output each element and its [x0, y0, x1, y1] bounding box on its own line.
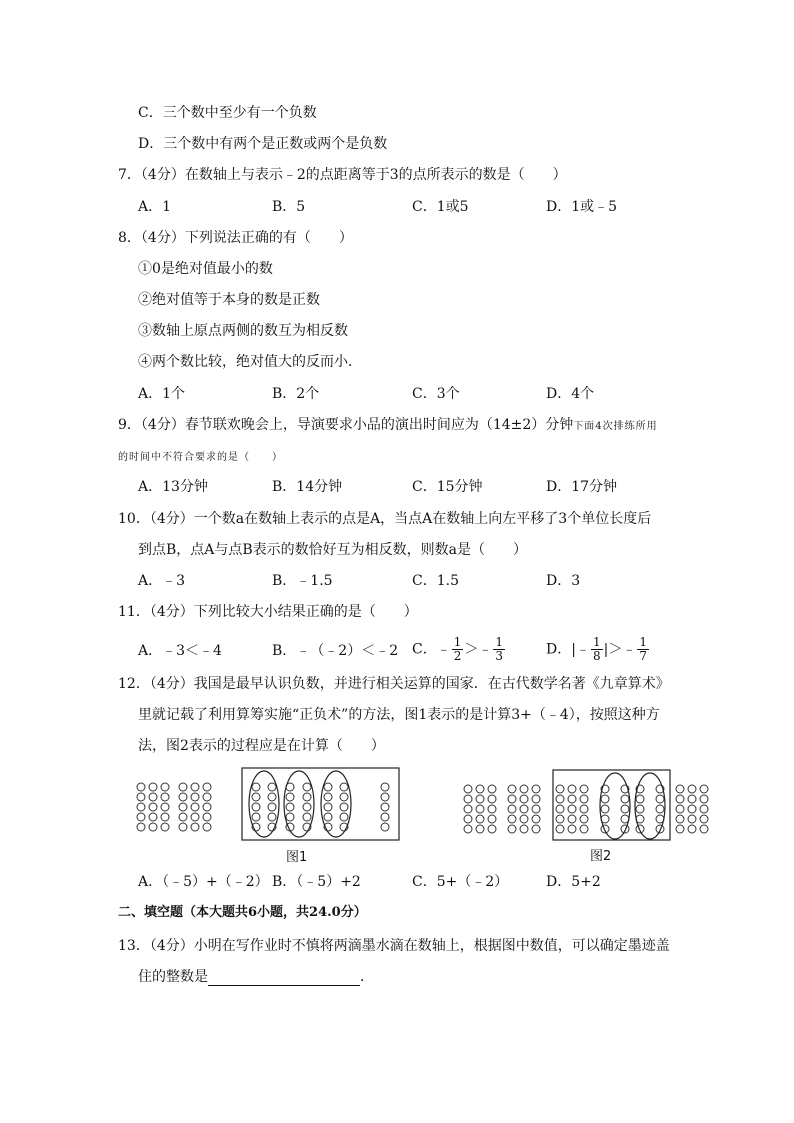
rod-dot [161, 783, 169, 791]
rod-dot [601, 795, 609, 803]
q7-option-c: C．1或5 [412, 199, 469, 215]
rod-dot [149, 823, 157, 831]
rod-dot [203, 823, 211, 831]
rod-dot [161, 803, 169, 811]
rod-dot [556, 795, 564, 803]
rod-dot [179, 793, 187, 801]
q11-stem: 11．（4分）下列比较大小结果正确的是（ ） [118, 604, 418, 620]
q8-option-a: A．1个 [138, 386, 186, 402]
minus-sign: ﹣ [436, 641, 451, 658]
q12-stem-2: 里就记载了利用算筹实施“正负术”的方法，图1表示的是计算3+（﹣4），按照这种方 [138, 707, 660, 723]
rod-dot [149, 803, 157, 811]
rod-dot [203, 803, 211, 811]
rod-dot [191, 813, 199, 821]
rod-dot [520, 795, 528, 803]
fraction-denominator: 3 [495, 649, 503, 663]
rod-dot [676, 795, 684, 803]
rod-dot [520, 825, 528, 833]
rod-dot [252, 783, 260, 791]
figure-frames [242, 768, 670, 840]
rod-dot [700, 795, 708, 803]
rod-dot [268, 803, 276, 811]
rod-dot [149, 783, 157, 791]
rod-dot [179, 803, 187, 811]
q8-stem: 8．（4分）下列说法正确的有（ ） [118, 230, 353, 246]
rod-dot [476, 825, 484, 833]
q8-option-c: C．3个 [412, 386, 460, 402]
rod-dot [656, 795, 664, 803]
figure-2-oval [600, 773, 630, 839]
rod-dot [532, 815, 540, 823]
rod-dot [381, 793, 389, 801]
rod-dot [303, 813, 311, 821]
q8-item-4: ④两个数比较，绝对值大的反而小． [138, 354, 362, 370]
rod-dot [161, 813, 169, 821]
q10-option-b: B．﹣1.5 [272, 573, 333, 589]
rod-dot [556, 825, 564, 833]
q12-option-d: D．5+2 [546, 874, 601, 890]
rod-dot [520, 815, 528, 823]
rod-dot [488, 815, 496, 823]
rod-dot [476, 815, 484, 823]
rod-dot [580, 795, 588, 803]
q9-option-a: A．13分钟 [138, 479, 208, 495]
q11-option-b: B．﹣（﹣2）＜﹣2 [272, 643, 399, 659]
rod-dot [488, 795, 496, 803]
rod-dot [508, 825, 516, 833]
rod-dot [179, 783, 187, 791]
q11-option-a: A．﹣3＜﹣4 [138, 643, 222, 659]
q10-stem-2: 到点B，点A与点B表示的数恰好互为相反数，则数a是（ ） [138, 542, 528, 558]
fraction-denominator: 7 [639, 649, 647, 663]
fraction-denominator: 2 [453, 649, 462, 663]
rod-dot [636, 805, 644, 813]
abs-bar: | [603, 641, 609, 658]
rod-dot [476, 795, 484, 803]
rod-dot [676, 785, 684, 793]
rod-dot [324, 793, 332, 801]
fraction-numerator: 1 [453, 635, 462, 649]
q12-option-b: B．（﹣5）+2 [272, 874, 361, 890]
rod-dot [532, 825, 540, 833]
rod-dot [508, 805, 516, 813]
rod-dot [568, 805, 576, 813]
rod-dot [464, 815, 472, 823]
rod-dot [568, 785, 576, 793]
rod-dot [488, 805, 496, 813]
rod-dot [324, 813, 332, 821]
q8-item-2: ②绝对值等于本身的数是正数 [138, 292, 320, 308]
q10-stem: 10．（4分）一个数a在数轴上表示的点是A，当点A在数轴上向左平移了3个单位长度后 [118, 511, 652, 527]
q8-option-d: D．4个 [546, 386, 595, 402]
rod-dot [303, 783, 311, 791]
rod-dot [532, 785, 540, 793]
rod-dot [191, 783, 199, 791]
q8-item-1: ①0是绝对值最小的数 [138, 261, 273, 277]
rod-dot [303, 803, 311, 811]
rod-dot [688, 805, 696, 813]
rod-dot [161, 823, 169, 831]
section-2-title: 二、填空题（本大题共6小题，共24.0分） [118, 905, 367, 920]
q7-option-d: D．1或﹣5 [546, 199, 618, 215]
rod-dot [137, 783, 145, 791]
rod-dot [636, 795, 644, 803]
rod-dot [556, 805, 564, 813]
rod-dot [488, 785, 496, 793]
rod-dot [700, 815, 708, 823]
rod-dot [476, 785, 484, 793]
rod-dot [568, 825, 576, 833]
rod-dot [381, 783, 389, 791]
fraction-numerator: 1 [592, 635, 601, 649]
greater-than-sign: ＞ [608, 641, 623, 658]
abs-bar: | [571, 641, 576, 658]
rod-dot [191, 793, 199, 801]
q12-option-c: C．5+（﹣2） [412, 874, 509, 890]
rod-dot [464, 805, 472, 813]
rod-dot [621, 795, 629, 803]
rod-dot [601, 805, 609, 813]
minus-sign: ﹣ [575, 641, 590, 658]
rod-dot [340, 783, 348, 791]
rod-dot [252, 803, 260, 811]
figure-2-oval [635, 773, 665, 839]
minus-sign: ﹣ [622, 641, 637, 658]
rod-dot [532, 805, 540, 813]
rod-dot [688, 795, 696, 803]
q13-stem-2-text: 住的整数是 [138, 969, 208, 985]
rod-dot [520, 785, 528, 793]
q12-stem: 12．（4分）我国是最早认识负数，并进行相关运算的国家．在古代数学名著《九章算术》 [118, 676, 670, 692]
rod-dot [137, 823, 145, 831]
answer-blank[interactable] [208, 971, 360, 986]
rod-dot [161, 793, 169, 801]
q11-option-c-label: C． [412, 641, 437, 658]
rod-dot [580, 805, 588, 813]
minus-sign: ﹣ [478, 641, 493, 658]
rod-dot [568, 815, 576, 823]
q13-stem: 13．（4分）小明在写作业时不慎将两滴墨水滴在数轴上，根据图中数值，可以确定墨迹盖 [118, 938, 670, 954]
q9-stem-main: 9．（4分）春节联欢晚会上，导演要求小品的演出时间应为（14±2）分钟 [118, 417, 574, 433]
rod-dot [268, 783, 276, 791]
rod-dot [688, 785, 696, 793]
fraction-denominator: 8 [592, 649, 601, 663]
rod-dot [700, 805, 708, 813]
q12-option-a: A．（﹣5）+（﹣2） [138, 874, 269, 890]
rod-dot [676, 825, 684, 833]
rod-dot [286, 813, 294, 821]
rod-dot [556, 815, 564, 823]
rod-dot [568, 795, 576, 803]
rod-dot [191, 803, 199, 811]
rod-dot [532, 795, 540, 803]
rod-dot [700, 825, 708, 833]
q6-option-c: C．三个数中至少有一个负数 [138, 105, 317, 121]
rod-dot [488, 825, 496, 833]
q8-option-b: B．2个 [272, 386, 320, 402]
rod-dot [508, 815, 516, 823]
rod-dot [688, 825, 696, 833]
rod-dot [381, 803, 389, 811]
figure-1-label: 图1 [286, 850, 308, 865]
rod-dot [580, 815, 588, 823]
rod-dot [324, 803, 332, 811]
rod-dot [464, 795, 472, 803]
rod-dot [137, 793, 145, 801]
rod-dot [286, 803, 294, 811]
q6-option-d: D．三个数中有两个是正数或两个是负数 [138, 136, 388, 152]
q9-option-b: B．14分钟 [272, 479, 343, 495]
q12-stem-3: 法，图2表示的过程应是在计算（ ） [138, 738, 385, 754]
rod-dot [340, 793, 348, 801]
rod-dot [700, 785, 708, 793]
q13-period: ． [360, 969, 374, 985]
rod-dot [149, 813, 157, 821]
greater-than-sign: ＞ [464, 641, 479, 658]
q9-stem-2-text: 的时间中不符合要求的是（ ） [118, 452, 283, 463]
rod-dot [580, 825, 588, 833]
figure-2-label: 图2 [590, 849, 612, 864]
rod-dot [268, 793, 276, 801]
rod-dot [286, 793, 294, 801]
q9-stem-small: 下面4次排练所用 [573, 421, 658, 432]
q7-option-a: A．1 [138, 199, 172, 215]
rod-dot [556, 785, 564, 793]
rod-dot [621, 805, 629, 813]
rod-dot [203, 813, 211, 821]
q13-stem-2 [138, 968, 374, 986]
rod-dot [137, 803, 145, 811]
rod-dot [137, 813, 145, 821]
rod-dot [203, 783, 211, 791]
rod-dot [252, 813, 260, 821]
rod-dot [381, 823, 389, 831]
rod-dot [520, 805, 528, 813]
rod-dot [508, 795, 516, 803]
q7-option-b: B．5 [272, 199, 306, 215]
rod-dot [476, 805, 484, 813]
q10-option-a: A．﹣3 [138, 573, 186, 589]
rod-dot [676, 805, 684, 813]
rod-dot [508, 785, 516, 793]
rod-dot [464, 825, 472, 833]
rod-dot [149, 793, 157, 801]
rod-dot [381, 813, 389, 821]
rod-dot [179, 813, 187, 821]
rod-dots [137, 783, 708, 833]
rod-dot [464, 785, 472, 793]
rod-dot [688, 815, 696, 823]
rod-dot [340, 813, 348, 821]
rod-dot [676, 815, 684, 823]
q11-option-d-label: D． [546, 641, 572, 658]
rod-dot [303, 793, 311, 801]
q10-option-c: C．1.5 [412, 573, 459, 589]
rod-dot [580, 785, 588, 793]
rod-dot [340, 803, 348, 811]
fraction-numerator: 1 [495, 635, 503, 649]
fraction-numerator: 1 [639, 635, 647, 649]
q8-item-3: ③数轴上原点两侧的数互为相反数 [138, 323, 348, 339]
rod-dot [656, 805, 664, 813]
rod-dot [191, 823, 199, 831]
rod-dot [324, 783, 332, 791]
q9-option-c: C．15分钟 [412, 479, 483, 495]
q12-options [138, 873, 738, 891]
rod-dot [268, 813, 276, 821]
q9-option-d: D．17分钟 [546, 479, 618, 495]
rod-dot [252, 793, 260, 801]
q10-option-d: D．3 [546, 573, 581, 589]
rod-dot [179, 823, 187, 831]
q7-stem: 7．（4分）在数轴上与表示﹣2的点距离等于3的点所表示的数是（ ） [118, 167, 567, 183]
rod-dot [203, 793, 211, 801]
